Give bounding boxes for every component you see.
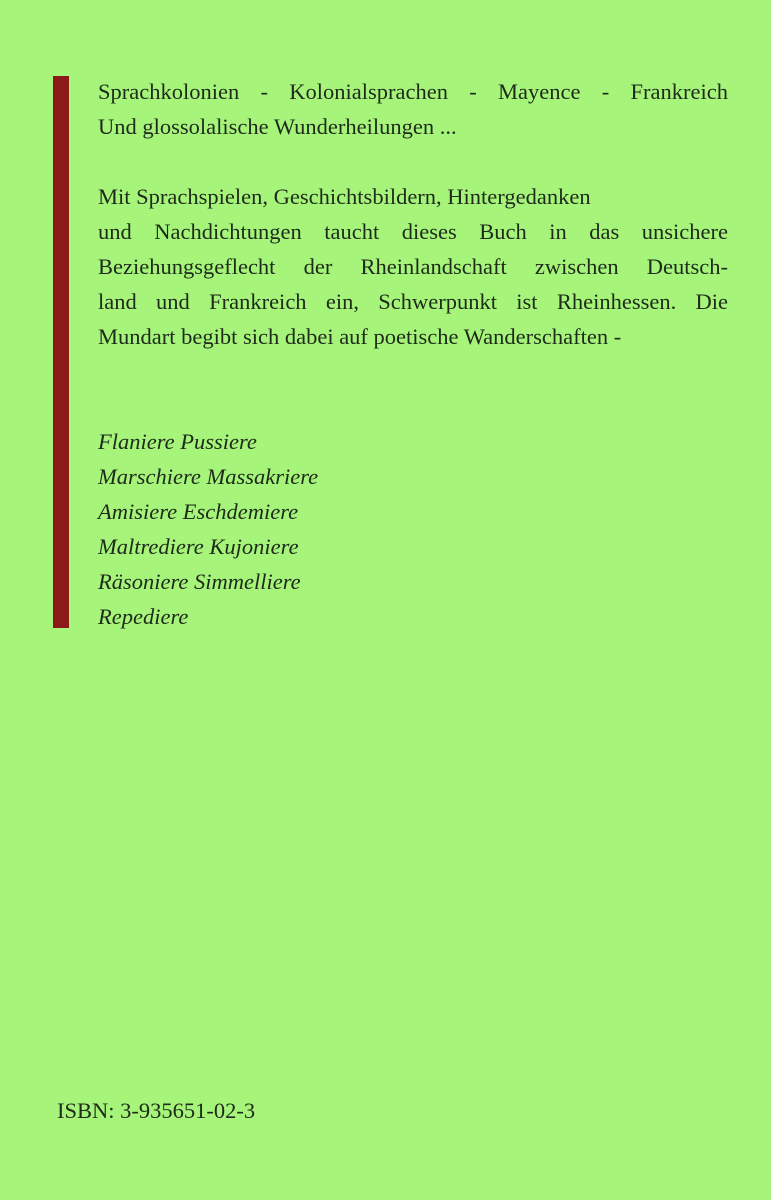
poem-line: Repediere (98, 604, 189, 629)
poem-line: Maltrediere Kujoniere (98, 534, 299, 559)
poem-line: Amisiere Eschdemiere (98, 499, 299, 524)
description-line: land und Frankreich ein, Schwerpunkt ist Rheinhessen. Die (98, 289, 728, 314)
poem-line: Flaniere Pussiere (98, 429, 257, 454)
intro-line-2: Und glossolalische Wunderheilungen ... (98, 114, 457, 139)
paragraph-spacer (98, 144, 728, 179)
description-line: Beziehungsgeflecht der Rheinlandschaft zwischen Deutsch- (98, 254, 728, 279)
poem-line: Marschiere Massakriere (98, 464, 319, 489)
description-line: und Nachdichtungen taucht dieses Buch in das unsichere (98, 219, 728, 244)
description-paragraph (98, 179, 728, 354)
poem-stanza (98, 424, 728, 634)
accent-bar (53, 76, 69, 628)
intro-paragraph (98, 74, 728, 144)
poem-line: Räsoniere Simmelliere (98, 569, 301, 594)
isbn-label: ISBN: 3-935651-02-3 (57, 1098, 256, 1123)
description-line: Mundart begibt sich dabei auf poetische Wanderschaften - (98, 324, 622, 349)
blurb-text-block (98, 74, 728, 634)
paragraph-spacer (98, 354, 728, 424)
intro-line-1: Sprachkolonien - Kolonialsprachen - Mayence - Frankreich (98, 79, 728, 104)
description-line: Mit Sprachspielen, Geschichtsbildern, Hintergedanken (98, 184, 591, 209)
